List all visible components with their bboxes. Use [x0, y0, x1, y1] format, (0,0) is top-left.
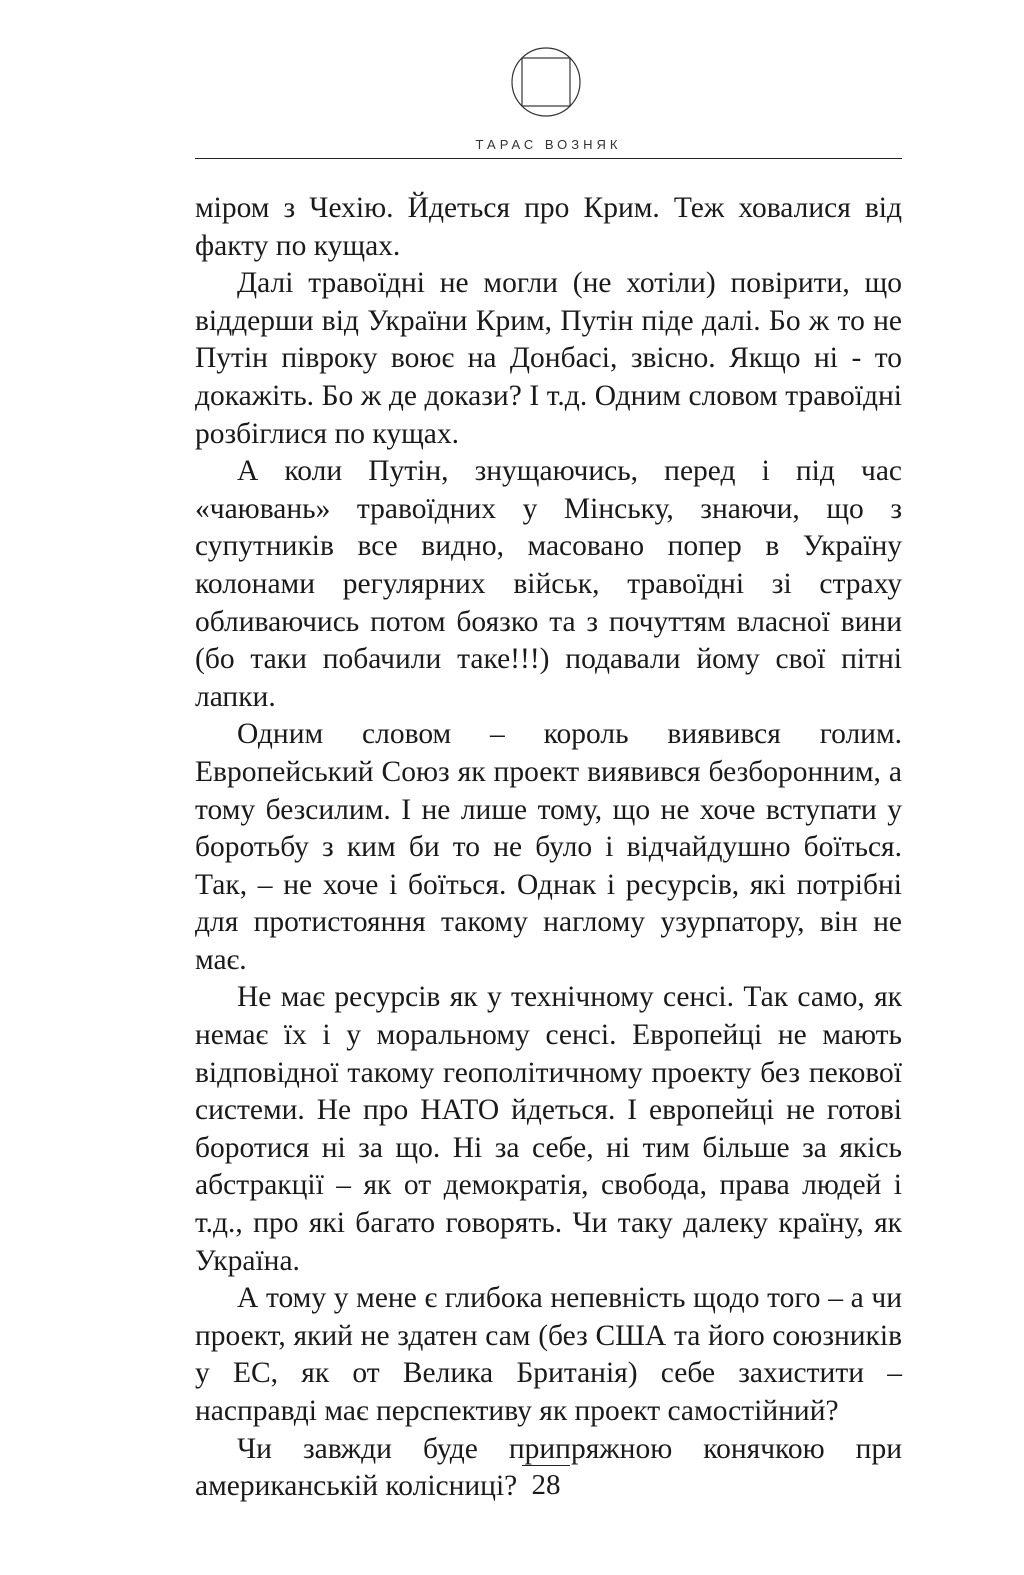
circle-square-emblem-icon	[510, 46, 582, 118]
paragraph: Далі травоїдні не могли (не хотіли) повірити, що віддерши від України Крим, Путін піде далі. Бо ж то не Путін півроку воює на Донбасі, звісно. Якщо ні - то докажіть. Бо ж де докази? І т.д. Одним словом травоїдні розбіглися по кущах.	[195, 267, 902, 450]
paragraph: А коли Путін, знущаючись, перед і під час «чаювань» травоїдних у Мінську, знаючи, що з супутників все видно, масовано попер в Україну колонами регулярних військ, травоїдні зі страху обливаючись потом боязко та з почуттям власної вини (бо таки побачили таке!!!) подавали йому свої пітні лапки.	[195, 455, 902, 713]
page-number-rule	[522, 1465, 570, 1466]
paragraph: Не має ресурсів як у технічному сенсі. Так само, як немає їх і у моральному сенсі. Европейці не мають відповідної такому геополітичному проекту без пекової системи. Не про НАТО йдеться. І европейці не готові боротися ні за що. Ні за себе, ні тим більше за якісь абстракції – як от демократія, свобода, права людей і т.д., про які багато говорять. Чи таку далеку країну, як Україна.	[195, 981, 902, 1277]
paragraph: міром з Чехію. Йдеться про Крим. Теж ховалися від факту по кущах.	[195, 192, 902, 262]
running-head-author: ТАРАС ВОЗНЯК	[475, 137, 622, 152]
header-rule	[195, 158, 902, 159]
page-number: 28	[531, 1469, 561, 1501]
body-text	[195, 190, 902, 1506]
paragraph: Чи завжди буде припряжною конячкою при американській колісниці?	[195, 1432, 902, 1503]
paragraph: Одним словом – король виявився голим. Европейський Союз як проект виявився безборонним, а тому безсилим. І не лише тому, що не хоче вступати у боротьбу з ким би то не було і відчайдушно боїться. Так, – не хоче і боїться. Однак і ресурсів, які потрібні для протистояння такому наглому узурпатору, він не має.	[195, 718, 902, 976]
paragraph: А тому у мене є глибока непевність щодо того – а чи проект, який не здатен сам (без США та його союзників у ЕС, як от Велика Британія) себе захистити – насправді має перспективу як проект самостійний?	[195, 1282, 902, 1427]
